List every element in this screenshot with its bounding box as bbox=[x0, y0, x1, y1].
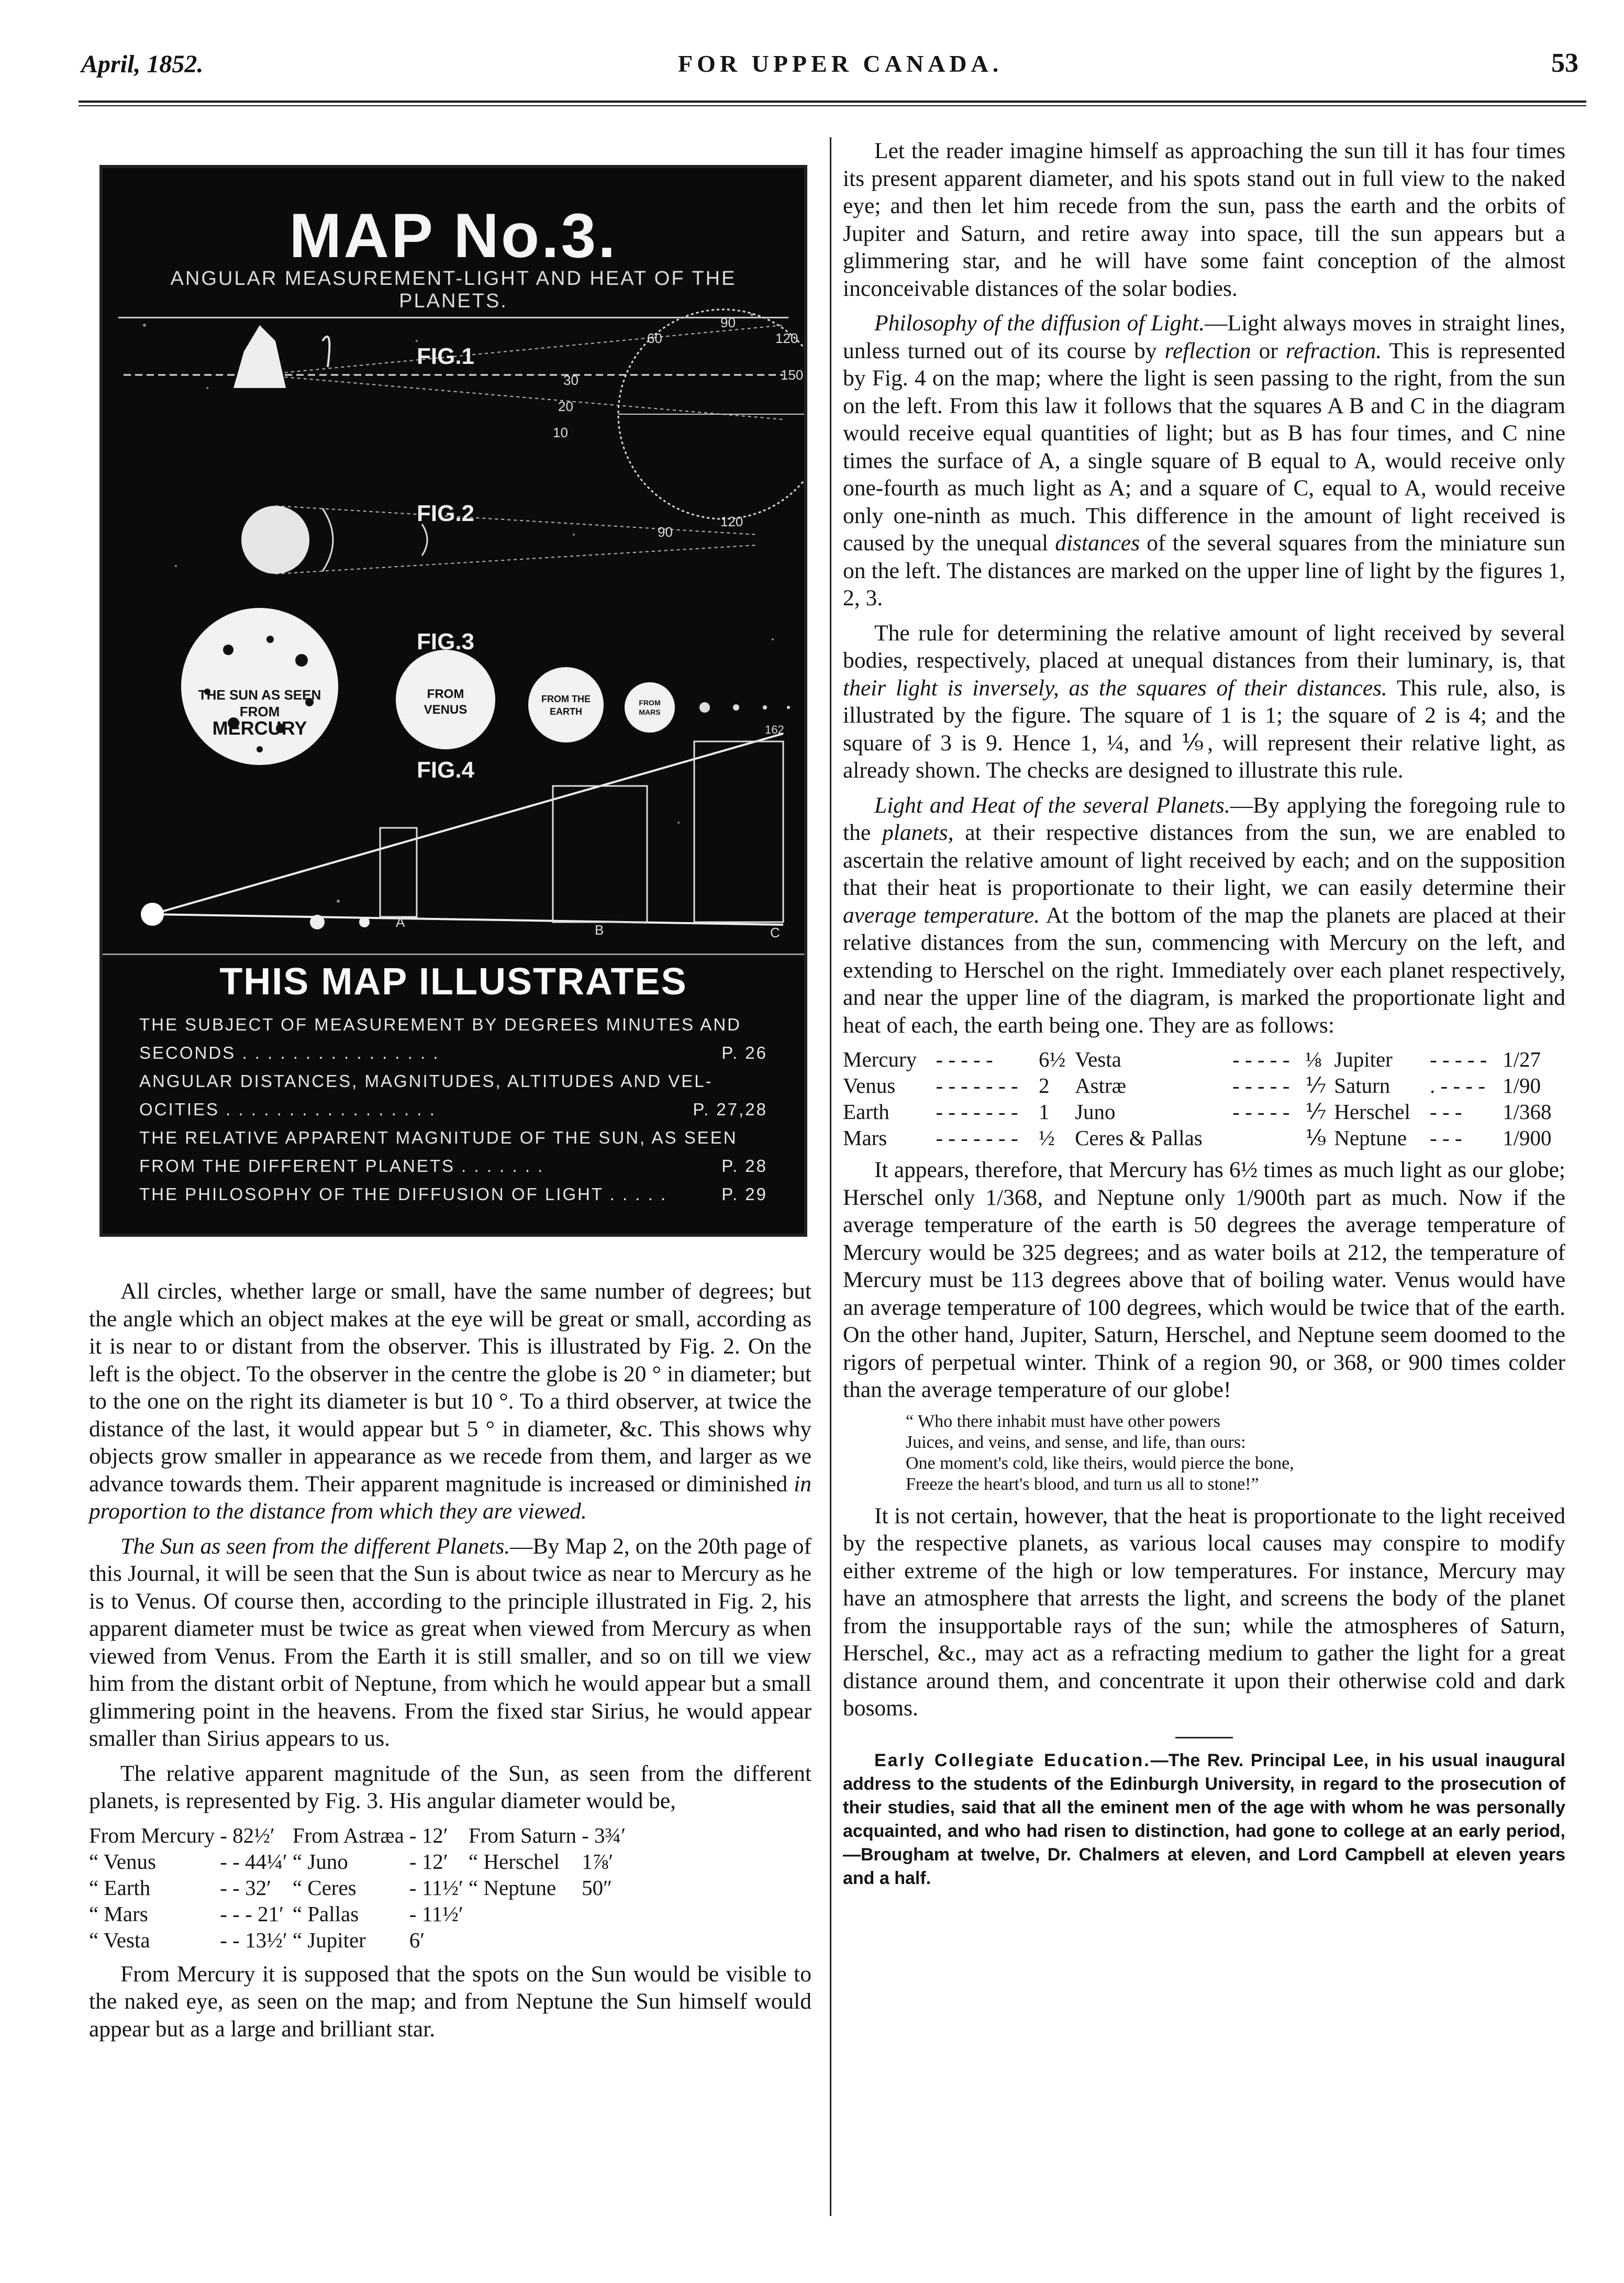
table-cell: 1 bbox=[1039, 1100, 1050, 1124]
fig1-ray-lower bbox=[260, 375, 783, 419]
table-cell: . - - - - bbox=[1430, 1073, 1485, 1098]
header-rule bbox=[79, 101, 1586, 106]
section-heading: The Sun as seen from the different Planets. bbox=[120, 1533, 510, 1559]
fig2-globe bbox=[241, 506, 309, 574]
table-cell: From Astræa bbox=[292, 1823, 404, 1847]
table-cell: 1/368 bbox=[1503, 1100, 1552, 1124]
legend-item bbox=[139, 1152, 767, 1180]
table-cell: “ Mars bbox=[89, 1901, 148, 1926]
scale-number: 10 bbox=[553, 425, 568, 440]
fig4-planet-mercury bbox=[310, 915, 325, 929]
verse-line: Juices, and veins, and sense, and life, than ours: bbox=[906, 1432, 1246, 1452]
text-run: This is represented by Fig. 4 on the map; where the light is seen passing to the right, from the sun on the left. From this law it follows that the squares A B and C in the diagram would receive equal quantities of light; but as B has four times, and C nine times the surface of A, a single square of B equal to A, would receive only one-fourth as much light as A; and a square of C, equal to A, would receive only one-ninth as much. This difference in the amount of light received is caused by the unequal bbox=[843, 338, 1566, 556]
table-cell: 1/27 bbox=[1503, 1047, 1541, 1071]
fig1-ray-upper bbox=[260, 325, 783, 375]
table-cell: - 12′ bbox=[409, 1823, 448, 1847]
fig4-sun bbox=[141, 903, 164, 926]
distant-suns bbox=[699, 702, 790, 713]
table-cell: - - 32′ bbox=[220, 1875, 272, 1900]
legend-item bbox=[139, 1124, 767, 1152]
fig2-label: FIG.2 bbox=[417, 501, 475, 526]
table-cell: - 12′ bbox=[409, 1849, 448, 1874]
paragraph-relative-magnitude: The relative apparent magnitude of the Sun, as seen from the different planets, is represented by Fig. 3. His angular diameter would be, bbox=[89, 1760, 811, 1813]
table-cell: - 11½′ bbox=[409, 1875, 463, 1900]
fig1-arc bbox=[322, 337, 329, 367]
table-cell: - - - - - bbox=[1232, 1047, 1290, 1071]
table-cell: 6½ bbox=[1039, 1047, 1066, 1071]
paragraph-sun-from-planets bbox=[89, 1533, 811, 1753]
fig4-square-b bbox=[553, 786, 647, 922]
label-sun-from-venus bbox=[411, 686, 480, 718]
table-cell bbox=[469, 1901, 582, 1927]
emphasis: planets, bbox=[882, 820, 954, 845]
table-cell: 1/90 bbox=[1503, 1073, 1541, 1098]
legend-item bbox=[139, 1180, 767, 1209]
table-cell: Earth bbox=[843, 1100, 889, 1124]
fig4-square-c bbox=[694, 741, 783, 922]
legend-text: SECONDS . . . . . . . . . . . . . . . . bbox=[139, 1043, 440, 1062]
table-cell: - 11½′ bbox=[409, 1901, 463, 1926]
fig4-label: FIG.4 bbox=[417, 757, 475, 783]
label-line: VENUS bbox=[424, 703, 468, 717]
table-cell: Ceres & Pallas bbox=[1075, 1126, 1203, 1150]
paragraph-rule bbox=[843, 619, 1565, 784]
table-cell: “ Ceres bbox=[292, 1875, 357, 1900]
table-cell: - - 13½′ bbox=[220, 1927, 287, 1952]
legend-title: THIS MAP ILLUSTRATES bbox=[219, 961, 687, 1003]
label-line: MERCURY bbox=[212, 717, 307, 739]
table-cell: - - - - - bbox=[1430, 1047, 1487, 1071]
legend-text: THE RELATIVE APPARENT MAGNITUDE OF THE SUN, AS SEEN bbox=[139, 1128, 738, 1147]
emphasis: average temperature. bbox=[843, 902, 1040, 928]
legend-item bbox=[139, 1011, 767, 1039]
table-row bbox=[89, 1822, 631, 1848]
map-legend bbox=[103, 954, 804, 1209]
fig4-mark-b: B bbox=[595, 922, 604, 938]
verse-line: “ Who there inhabit must have other powers bbox=[906, 1411, 1220, 1431]
page-header bbox=[81, 50, 1578, 97]
table-cell bbox=[469, 1927, 582, 1953]
table-cell: “ Vesta bbox=[89, 1927, 150, 1952]
emphasis: their light is inversely, as the squares of their distances. bbox=[843, 675, 1387, 701]
emphasis: in proportion to the distance from which they are viewed. bbox=[89, 1471, 811, 1524]
text-run: of the several squares from the miniature sun on the left. The distances are marked on the upper line of light by the figures 1, 2, 3. bbox=[843, 530, 1566, 611]
fig2-arc-far bbox=[422, 524, 427, 556]
label-line: FROM bbox=[639, 699, 661, 707]
paragraph-angles bbox=[89, 1278, 811, 1525]
news-item-early-education bbox=[843, 1749, 1565, 1890]
table-cell: 2 bbox=[1039, 1073, 1050, 1098]
fig4-mark-a: A bbox=[396, 914, 405, 930]
text-run: At the bottom of the map the planets are placed at their relative distances from the sun, commencing with Mercury on the left, and extending to Herschel on the right. Immediately over each planet respectively, and near the upper line of the diagram, is marked the proportionate light and heat of each, the earth being one. They are as follows: bbox=[843, 902, 1566, 1038]
page-number: 53 bbox=[1551, 48, 1578, 78]
table-cell: 50″ bbox=[582, 1875, 613, 1900]
table-row bbox=[843, 1072, 1565, 1099]
table-cell: “ Jupiter bbox=[292, 1927, 366, 1952]
fig1-peak bbox=[233, 325, 286, 388]
table-cell: - - - - - bbox=[1232, 1100, 1290, 1124]
star-speckles bbox=[143, 313, 774, 903]
table-cell: - - - - - - - bbox=[936, 1126, 1018, 1150]
label-sun-from-mars bbox=[631, 698, 668, 717]
scale-number: 120 bbox=[775, 330, 798, 346]
table-row bbox=[89, 1927, 631, 1953]
fig2-ray-lower bbox=[275, 545, 757, 574]
text-run: All circles, whether large or small, have the same number of degrees; but the angle which an object makes at the eye will be great or small, according as it is near to or distant from the observer. This is illustrated by Fig. 2. On the left is the object. To the observer in the centre the globe is 20 ° in diameter; but to the one on the right its diameter is but 10 °. To a third observer, at twice the distance of the last, it would appear but 5 ° in diameter, &c. This shows why objects grow smaller in appearance as we recede from them, and larger as we advance towards them. Their apparent magnitude is increased or diminished bbox=[89, 1279, 811, 1497]
table-cell: - - - - - - - bbox=[936, 1100, 1018, 1124]
scale-number: 20 bbox=[558, 398, 573, 414]
fig4-planet-venus bbox=[359, 917, 370, 927]
legend-item bbox=[139, 1095, 767, 1124]
legend-text: FROM THE DIFFERENT PLANETS . . . . . . . bbox=[139, 1156, 544, 1176]
legend-page: P. 29 bbox=[721, 1184, 767, 1204]
fig2-ray-upper bbox=[275, 506, 757, 535]
table-cell: Saturn bbox=[1334, 1073, 1391, 1098]
label-sun-from-earth bbox=[540, 693, 592, 718]
table-cell: Herschel bbox=[1334, 1100, 1410, 1124]
table-cell: Neptune bbox=[1334, 1126, 1407, 1150]
light-heat-table bbox=[843, 1046, 1565, 1151]
table-cell: “ Earth bbox=[89, 1875, 151, 1900]
table-cell: ⅐ bbox=[1305, 1073, 1326, 1098]
section-heading: Light and Heat of the several Planets. bbox=[874, 792, 1230, 818]
table-cell bbox=[582, 1927, 631, 1953]
table-cell: ½ bbox=[1039, 1126, 1055, 1150]
label-sun-from-mercury bbox=[186, 686, 333, 737]
table-cell: “ Juno bbox=[292, 1849, 348, 1874]
legend-text: THE PHILOSOPHY OF THE DIFFUSION OF LIGHT . . . . . bbox=[139, 1184, 668, 1204]
verse-line: Freeze the heart's blood, and turn us all to stone!” bbox=[906, 1474, 1259, 1494]
table-cell: “ Neptune bbox=[468, 1875, 557, 1900]
scale-number: 120 bbox=[720, 514, 743, 529]
table-cell bbox=[582, 1901, 631, 1927]
table-cell: - - - 21′ bbox=[220, 1901, 284, 1926]
table-cell: “ Pallas bbox=[292, 1901, 359, 1926]
label-line: EARTH bbox=[550, 706, 582, 717]
scale-number: 60 bbox=[647, 330, 662, 346]
table-cell: “ Herschel bbox=[468, 1849, 560, 1874]
table-cell: “ Venus bbox=[89, 1849, 156, 1874]
table-cell: Jupiter bbox=[1334, 1047, 1393, 1071]
magnitude-table bbox=[89, 1822, 631, 1953]
legend-item bbox=[139, 1039, 767, 1067]
right-column bbox=[843, 137, 1565, 1898]
table-cell: From Saturn bbox=[468, 1823, 577, 1847]
legend-text: THE SUBJECT OF MEASUREMENT BY DEGREES MINUTES AND bbox=[139, 1015, 742, 1034]
fig2-arc-near bbox=[322, 508, 333, 571]
table-cell: ⅑ bbox=[1305, 1126, 1326, 1150]
news-heading: Early Collegiate Education. bbox=[874, 1750, 1151, 1770]
map-subtitle: ANGULAR MEASUREMENT-LIGHT AND HEAT OF THE PLANETS. bbox=[118, 268, 788, 318]
scale-number: 150 bbox=[781, 367, 804, 383]
paragraph-mercury-spots: From Mercury it is supposed that the spots on the Sun would be visible to the naked eye, as seen on the map; and from Neptune the Sun himself would appear but as a large and brilliant star. bbox=[89, 1961, 811, 2042]
table-cell: 1/900 bbox=[1503, 1126, 1552, 1150]
paragraph-diffusion bbox=[843, 309, 1565, 612]
scale-number: 90 bbox=[720, 315, 736, 330]
fig4-lower-line bbox=[152, 914, 783, 925]
table-cell: Astræ bbox=[1075, 1073, 1127, 1098]
table-cell: - 3¾′ bbox=[582, 1823, 626, 1847]
text-run: —By applying the foregoing rule to the bbox=[843, 792, 1566, 845]
table-cell: - 82½′ bbox=[220, 1823, 275, 1847]
column-divider bbox=[830, 137, 831, 2216]
text-run: This rule, also, is illustrated by the figure. The square of 1 is 1; the square of 2 is 4; and the square of 3 is 9. Hence 1, ¼, and ⅑, will represent their relative light, as already shown. The checks are designed to illustrate this rule. bbox=[843, 675, 1565, 783]
table-row bbox=[843, 1125, 1565, 1151]
fig3-label: FIG.3 bbox=[417, 629, 475, 655]
paragraph-light-heat bbox=[843, 792, 1565, 1039]
text-run: at their respective distances from the sun, we are enabled to ascertain the relative amount of light received by each; and on the supposition that their heat is proportionate to their light, we can easily determine their bbox=[843, 820, 1566, 900]
table-row bbox=[89, 1901, 631, 1927]
section-rule bbox=[1175, 1737, 1233, 1738]
fig4-mark-c: C bbox=[770, 925, 780, 940]
label-line: FROM THE bbox=[541, 694, 591, 704]
table-cell: - - 44¼′ bbox=[220, 1849, 287, 1874]
table-row bbox=[843, 1046, 1565, 1072]
table-row bbox=[89, 1848, 631, 1875]
news-body: —The Rev. Principal Lee, in his usual inaugural address to the students of the Edinburgh University, in regard to the prosecution of their studies, said that all the eminent men of the age with whom he was personally acquainted, and who had risen to distinction, had gone to college at an early period,—Brougham at twelve, Dr. Chalmers at eleven, and Lord Campbell at eleven years and a half. bbox=[843, 1750, 1565, 1888]
text-run: or bbox=[1259, 338, 1278, 363]
table-cell: From Mercury bbox=[89, 1823, 215, 1847]
table-cell: Venus bbox=[843, 1073, 896, 1098]
scale-number: 90 bbox=[658, 524, 673, 540]
table-cell: - - - - - bbox=[1232, 1073, 1290, 1098]
table-cell: Vesta bbox=[1075, 1047, 1121, 1071]
verse-line: One moment's cold, like theirs, would pierce the bone, bbox=[906, 1453, 1294, 1473]
fig1-label: FIG.1 bbox=[417, 343, 475, 369]
fig4-mark-162: 162 bbox=[765, 723, 784, 736]
paragraph-imagine: Let the reader imagine himself as approaching the sun till it has four times its present apparent diameter, and his spots stand out in full view to the naked eye; and then let him recede from the sun, pass the earth and the orbits of Jupiter and Saturn, and retire away into space, till the sun appears but a glimmering star, and he will have some faint conception of the almost inconceivable distances of the solar bodies. bbox=[843, 138, 1565, 301]
legend-item bbox=[139, 1067, 767, 1095]
text-run: The rule for determining the relative amount of light received by several bodies, respectively, placed at unequal distances from their luminary, is, that bbox=[843, 620, 1565, 673]
left-column bbox=[89, 1278, 811, 2050]
paragraph-not-certain: It is not certain, however, that the heat is proportionate to the light received by the respective planets, as various local causes may conspire to modify either extreme of the high or low temperatures. For instance, Mercury may have an atmosphere that arrests the light, and screens the body of the planet from the insupportable rays of the sun; while the atmospheres of Saturn, Herschel, &c., may act as a refracting medium to gather the light for a great distance around them, and concentrate it upon their otherwise cold and dark bosoms. bbox=[843, 1503, 1565, 1721]
emphasis: refraction. bbox=[1285, 338, 1382, 363]
label-line: THE SUN AS SEEN FROM bbox=[198, 687, 321, 719]
table-cell: - - - - - - - bbox=[936, 1073, 1018, 1098]
text-run: —By Map 2, on the 20th page of this Journal, it will be seen that the Sun is about twice as near to Mercury as he is to Venus. Of course then, according to the principle illustrated in Fig. 2, his apparent diameter must be twice as great when viewed from Mercury as when viewed from Venus. From the Earth it is still smaller, and so on till we view him from the distant orbit of Neptune, from which he would appear but a small glimmering point in the heavens. From the fixed star Sirius, he would appear smaller than Sirius appears to us. bbox=[89, 1533, 811, 1751]
text-run: —Light always moves in straight lines, unless turned out of its course by bbox=[843, 311, 1565, 363]
legend-page: P. 27,28 bbox=[693, 1100, 767, 1119]
table-row bbox=[89, 1875, 631, 1901]
table-cell bbox=[1232, 1125, 1305, 1151]
running-title: FOR UPPER CANADA. bbox=[678, 50, 1003, 77]
legend-text: ANGULAR DISTANCES, MAGNITUDES, ALTITUDES AND VEL- bbox=[139, 1071, 713, 1091]
table-cell: - - - bbox=[1430, 1100, 1462, 1124]
emphasis: reflection bbox=[1164, 338, 1251, 363]
paragraph-temperature: It appears, therefore, that Mercury has 6½ times as much light as our globe; Herschel only 1/368, and Neptune only 1/900th part as much. Now if the average temperature of the earth is 50 degrees the average temperature of Mercury would be 325 degrees; and as water boils at 212, the temperature of Mercury must be 113 degrees above that of boiling water. Venus would have an average temperature of 100 degrees, which would be twice that of the earth. On the other hand, Jupiter, Saturn, Herschel, and Neptune seem doomed to the rigors of perpetual winter. Think of a region 90, or 368, or 900 times colder than the average temperature of our globe! bbox=[843, 1157, 1565, 1402]
issue-date: April, 1852. bbox=[81, 50, 204, 78]
table-cell: ⅐ bbox=[1305, 1100, 1326, 1124]
table-cell: 6′ bbox=[409, 1927, 425, 1952]
table-cell: - - - - - bbox=[936, 1047, 993, 1071]
scale-number: 30 bbox=[563, 372, 579, 388]
table-cell: Mercury bbox=[843, 1047, 917, 1071]
emphasis: distances bbox=[1055, 530, 1140, 556]
legend-page: P. 26 bbox=[721, 1043, 767, 1062]
map-title: MAP No.3. bbox=[289, 201, 618, 271]
section-heading: Philosophy of the diffusion of Light. bbox=[874, 311, 1205, 336]
table-cell: ⅛ bbox=[1305, 1047, 1321, 1071]
legend-list bbox=[139, 1011, 767, 1209]
table-row bbox=[843, 1099, 1565, 1125]
verse-quote bbox=[906, 1411, 1565, 1495]
table-cell: - - - bbox=[1430, 1126, 1462, 1150]
table-cell: Mars bbox=[843, 1126, 887, 1150]
map-plate bbox=[99, 165, 807, 1237]
legend-page: P. 28 bbox=[721, 1156, 767, 1176]
label-line: MARS bbox=[639, 708, 661, 716]
legend-text: OCITIES . . . . . . . . . . . . . . . . . bbox=[139, 1100, 436, 1119]
label-line: FROM bbox=[427, 687, 464, 701]
table-cell: 1⅞′ bbox=[582, 1849, 614, 1874]
table-cell: Juno bbox=[1075, 1100, 1116, 1124]
